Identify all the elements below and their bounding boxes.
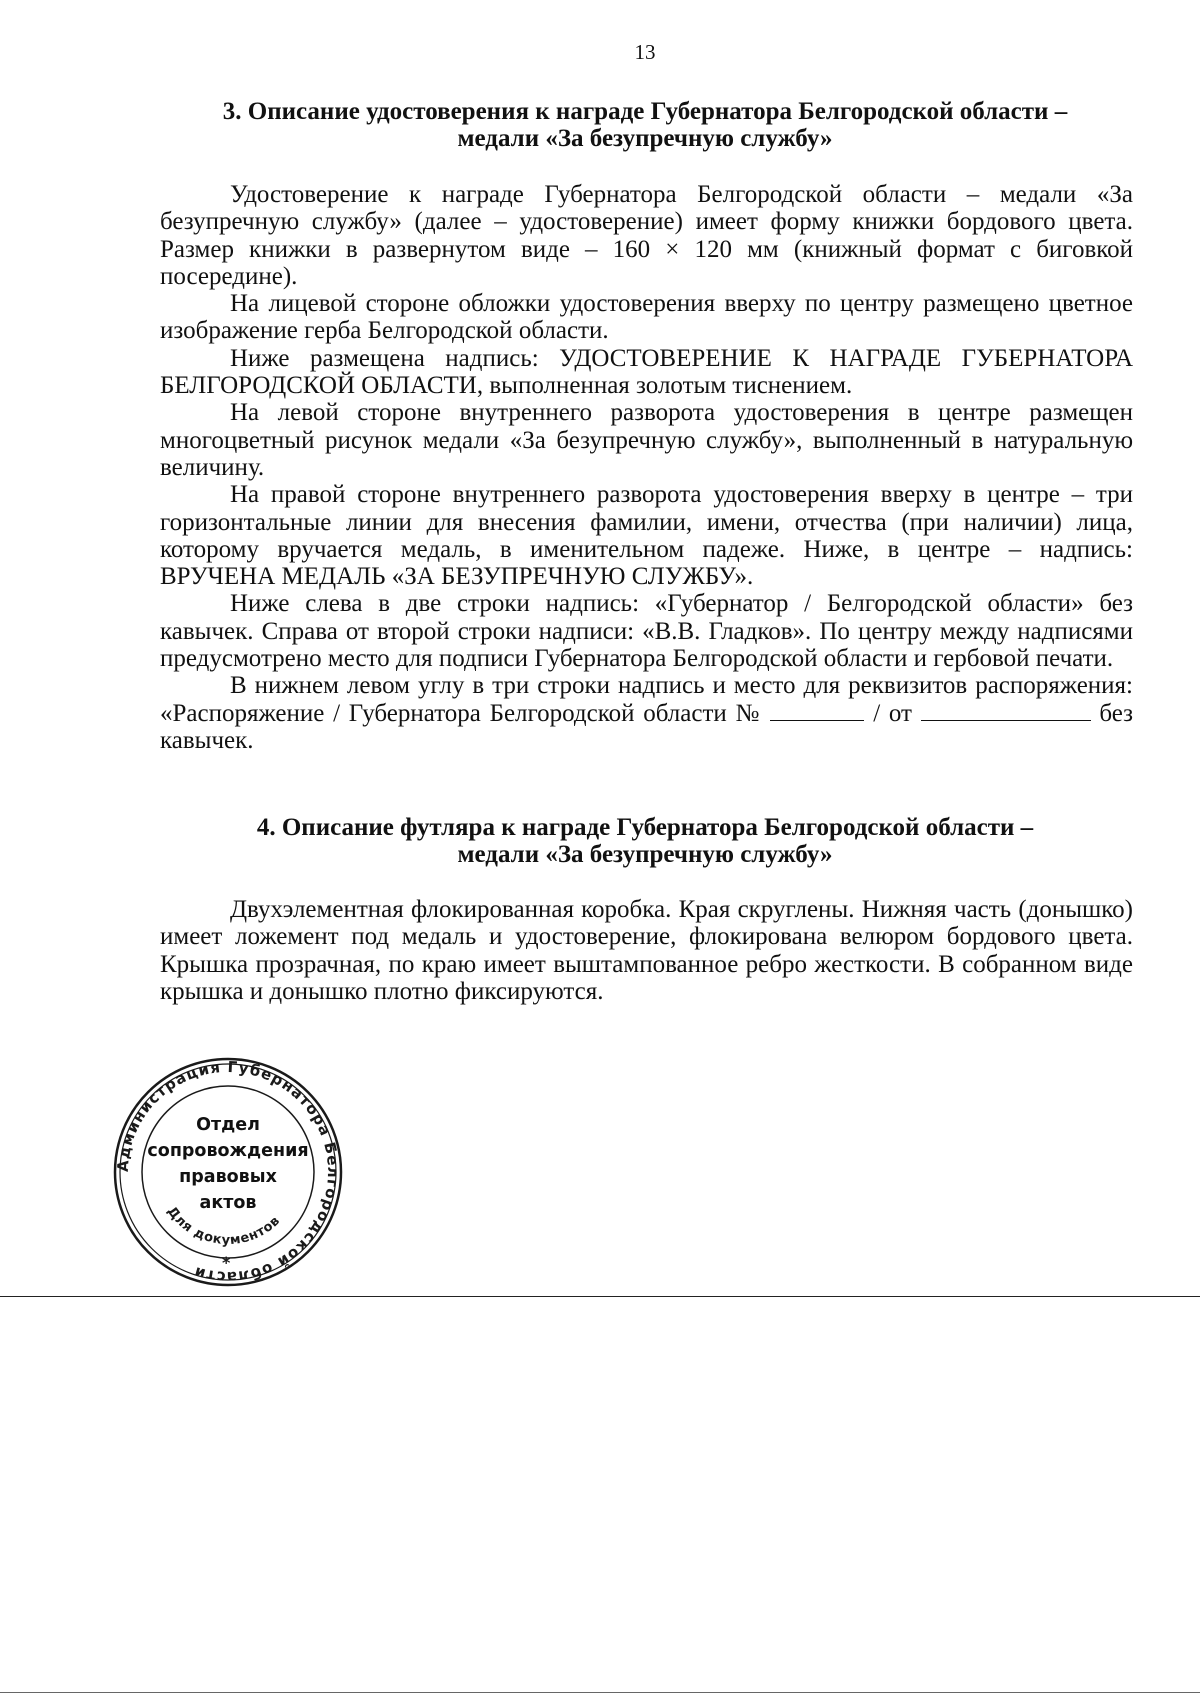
section-4-body <box>160 896 1133 1005</box>
requisites-text-1: В нижнем левом углу в три строки надпись и место для реквизитов распоряжения: «Распоряжение / Губернатора Белгородской области № <box>160 672 1133 727</box>
section-3-title-line-2: медали «За безупречную службу» <box>457 125 833 152</box>
paragraph: Удостоверение к награде Губернатора Белгородской области – медали «За безупречную службу» (далее – удостоверение) имеет форму книжки бордового цвета. Размер книжки в развернутом виде – 160 × 120 мм (книжный формат с биговкой посередине). <box>160 181 1133 290</box>
stamp-line: сопровождения <box>147 1141 309 1161</box>
stamp-outer-text-path: Администрация Губернатора Белгородской области <box>113 1057 343 1287</box>
section-3-title-line-1: 3. Описание удостоверения к награде Губернатора Белгородской области – <box>222 98 1068 125</box>
stamp-star: * <box>222 1253 231 1272</box>
section-4-title <box>160 814 1130 868</box>
paragraph: На правой стороне внутреннего разворота удостоверения вверху в центре – три горизонтальные линии для внесения фамилии, имени, отчества (при наличии) лица, которому вручается медаль, в именительном падеже. Ниже, в центре – надпись: ВРУЧЕНА МЕДАЛЬ «ЗА БЕЗУПРЕЧНУЮ СЛУЖБУ». <box>160 481 1133 591</box>
stamp-line: правовых <box>179 1167 277 1187</box>
requisites-text-3: без кавычек. <box>160 699 1134 754</box>
section-3-title <box>160 98 1130 152</box>
order-date-blank <box>921 702 1091 721</box>
page-number: 13 <box>634 40 656 64</box>
stamp-center-text <box>142 1112 314 1216</box>
paragraph: Двухэлементная флокированная коробка. Края скруглены. Нижняя часть (донышко) имеет ложемент под медаль и удостоверение, флокирована велюром бордового цвета. Крышка прозрачная, по краю имеет выштампованное ребро жесткости. В собранном виде крышка и донышко плотно фиксируются. <box>160 896 1133 1005</box>
order-number-blank <box>770 702 864 721</box>
section-3-body <box>160 181 1133 754</box>
page-bottom-edge <box>0 1692 1200 1693</box>
paragraph: Ниже слева в две строки надпись: «Губернатор / Белгородской области» без кавычек. Справа от второй строки надписи: «В.В. Гладков». По центру между надписями предусмотрено место для подписи Губернатора Белгородской области и гербовой печати. <box>160 590 1133 673</box>
paragraph: На лицевой стороне обложки удостоверения вверху по центру размещено цветное изображение герба Белгородской области. <box>160 290 1133 345</box>
page-divider <box>0 1296 1200 1297</box>
official-stamp <box>112 1056 344 1288</box>
paragraph-requisites <box>160 672 1133 754</box>
paragraph: Ниже размещена надпись: УДОСТОВЕРЕНИЕ К НАГРАДЕ ГУБЕРНАТОРА БЕЛГОРОДСКОЙ ОБЛАСТИ, выполненная золотым тиснением. <box>160 344 1133 400</box>
section-4-title-line-2: медали «За безупречную службу» <box>457 841 833 868</box>
section-4-title-line-1: 4. Описание футляра к награде Губернатора Белгородской области – <box>256 814 1034 841</box>
stamp-inner-text-path: Для документов <box>163 1204 284 1249</box>
stamp-line: актов <box>199 1193 257 1213</box>
stamp-line: Отдел <box>196 1115 260 1135</box>
requisites-text-2: / от <box>873 699 912 727</box>
paragraph: На левой стороне внутреннего разворота удостоверения в центре размещен многоцветный рисунок медали «За безупречную службу», выполненный в натуральную величину. <box>160 399 1133 481</box>
